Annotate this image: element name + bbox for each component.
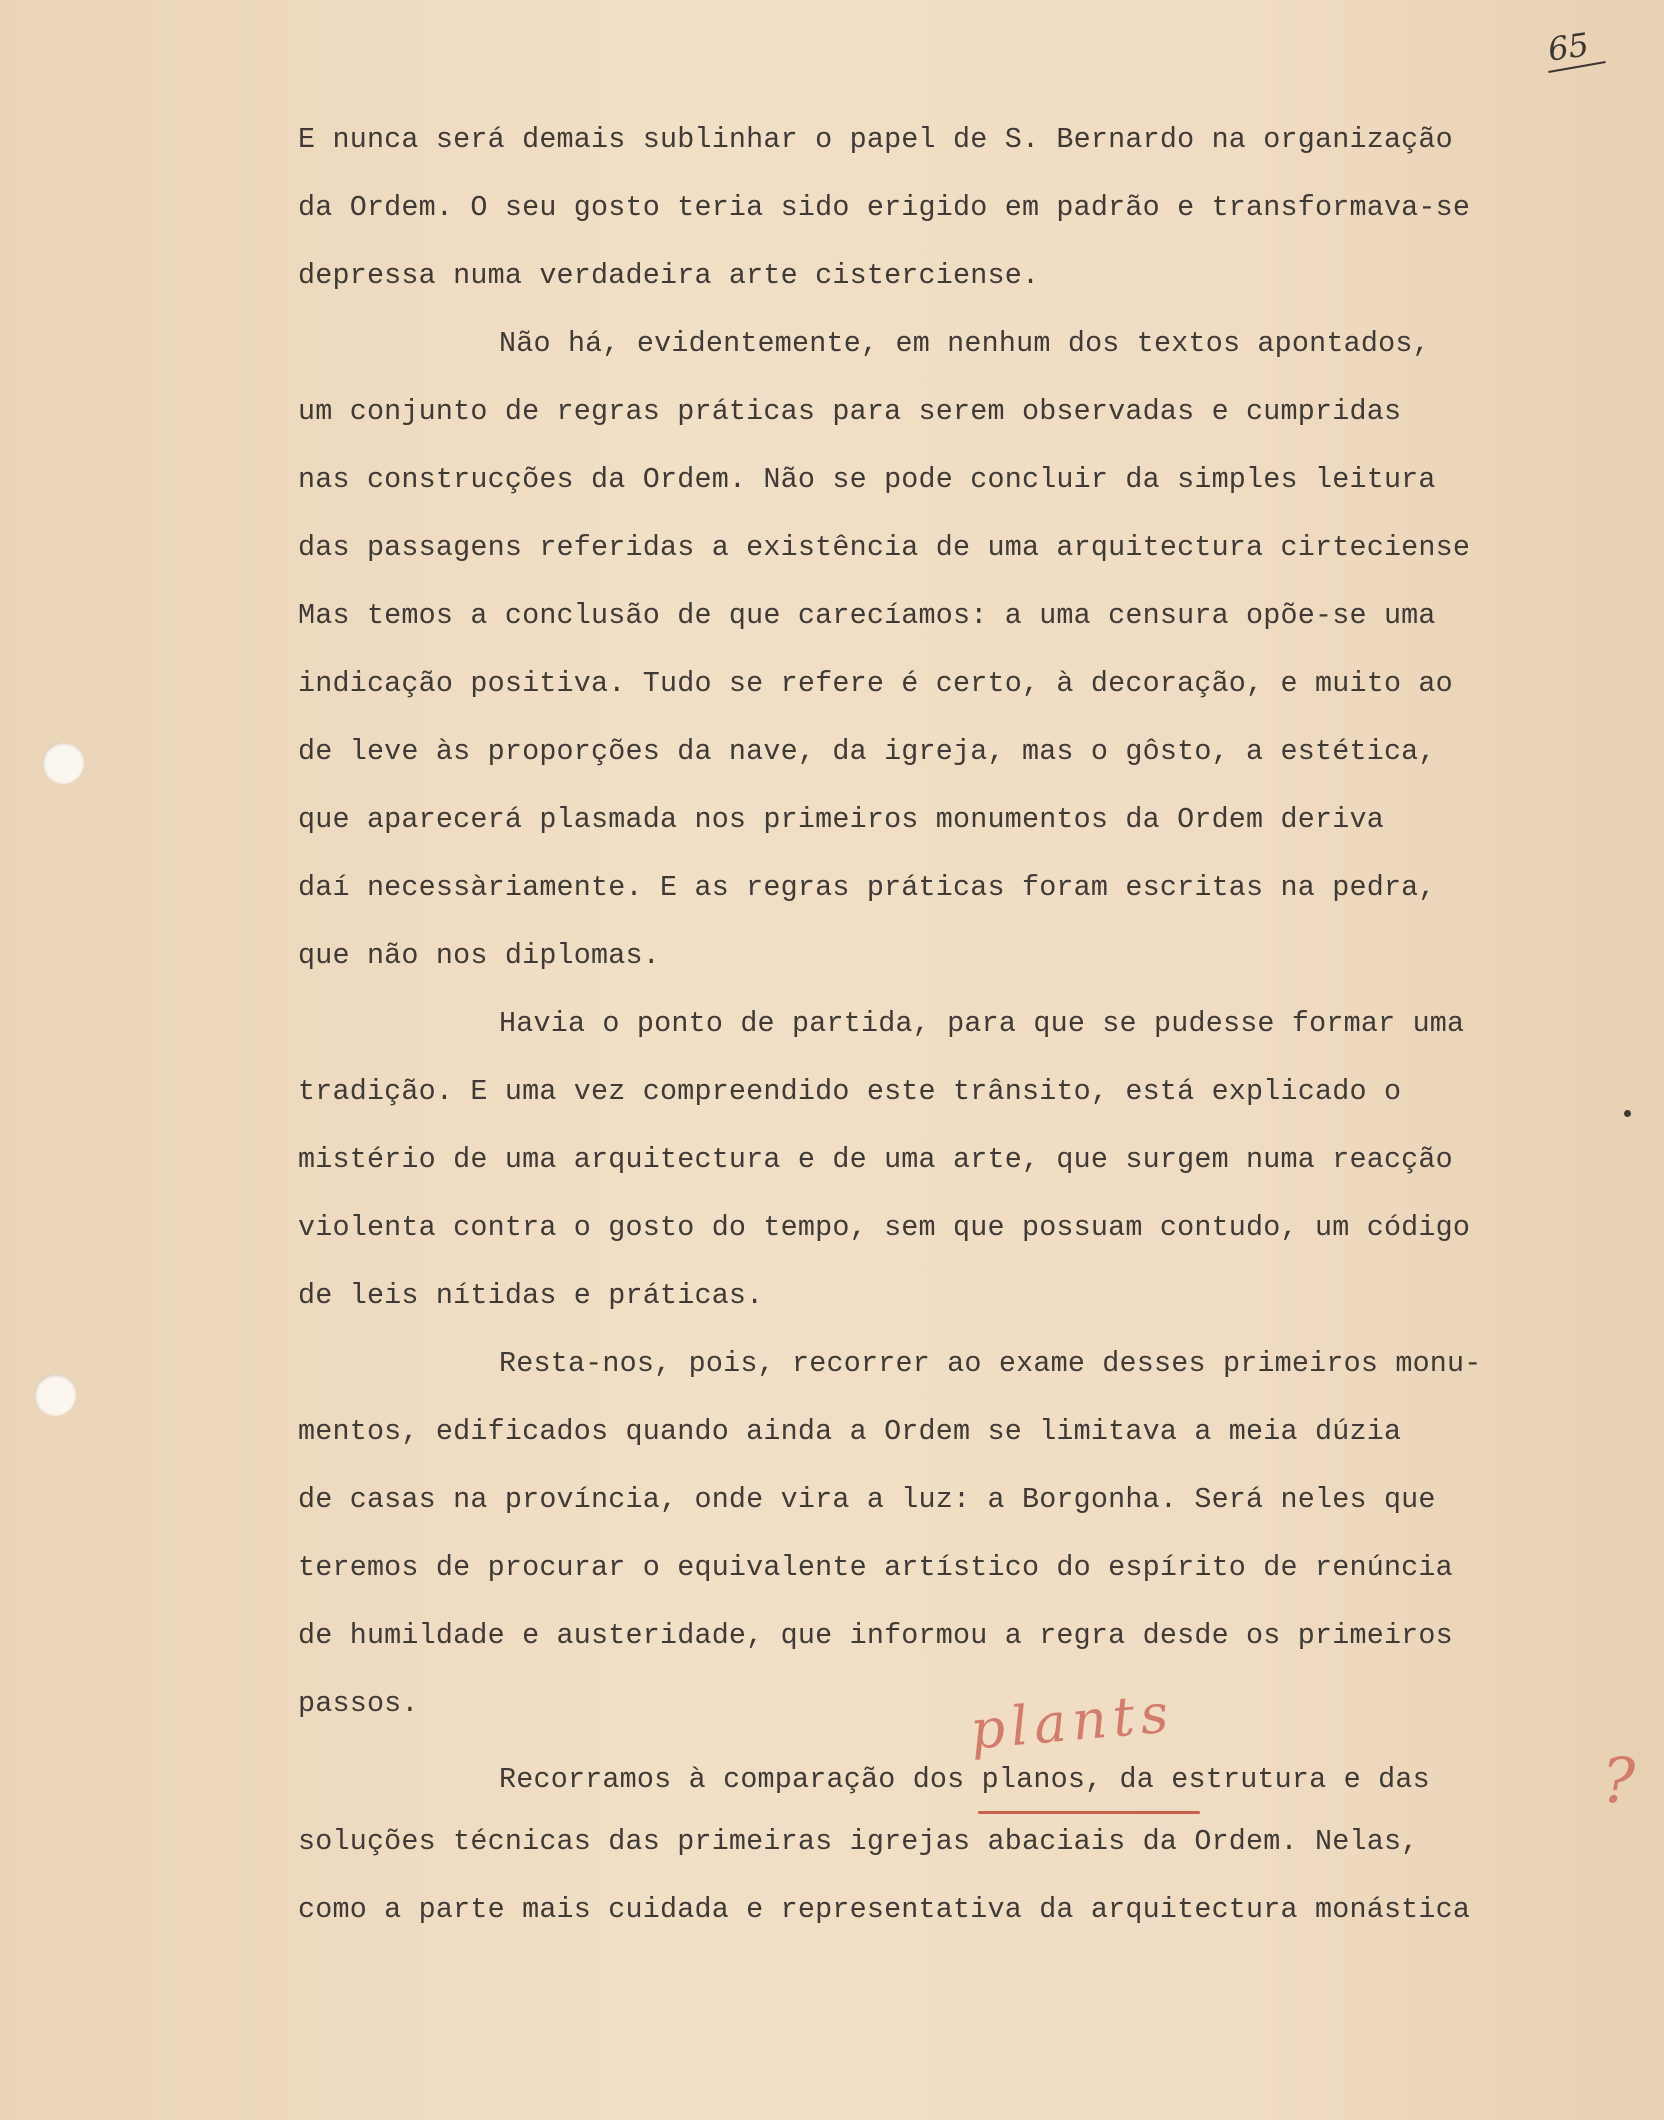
text-line: nas construcções da Ordem. Não se pode concluir da simples leitura xyxy=(298,463,1436,496)
text-line: de casas na província, onde vira a luz: a Borgonha. Será neles que xyxy=(298,1483,1436,1516)
text-line: mentos, edificados quando ainda a Ordem se limitava a meia dúzia xyxy=(298,1415,1402,1448)
text-line: E nunca será demais sublinhar o papel de S. Bernardo na organização xyxy=(298,123,1453,156)
text-line: da Ordem. O seu gosto teria sido erigido em padrão e transformava-se xyxy=(298,191,1471,224)
text-line: Não há, evidentemente, em nenhum dos textos apontados, xyxy=(499,327,1430,360)
text-line: daí necessàriamente. E as regras práticas foram escritas na pedra, xyxy=(298,871,1436,904)
text-line: de leis nítidas e práticas. xyxy=(298,1279,764,1312)
punch-hole xyxy=(42,742,84,784)
text-line: de leve às proporções da nave, da igreja, mas o gôsto, a estética, xyxy=(298,735,1436,768)
text-line: como a parte mais cuidada e representativa da arquitectura monástica xyxy=(298,1893,1471,1926)
text-line: Mas temos a conclusão de que carecíamos: a uma censura opõe-se uma xyxy=(298,599,1436,632)
page-number: 65 xyxy=(1545,25,1592,69)
text-line: Havia o ponto de partida, para que se pudesse formar uma xyxy=(499,1007,1465,1040)
text-line: depressa numa verdadeira arte cisterciense. xyxy=(298,259,1040,292)
text-line: que não nos diplomas. xyxy=(298,939,660,972)
text-line: indicação positiva. Tudo se refere é certo, à decoração, e muito ao xyxy=(298,667,1453,700)
text-line: soluções técnicas das primeiras igrejas abaciais da Ordem. Nelas, xyxy=(298,1825,1419,1858)
text-line: Recorramos à comparação dos planos, da estrutura e das xyxy=(499,1763,1430,1796)
text-line: mistério de uma arquitectura e de uma arte, que surgem numa reacção xyxy=(298,1143,1453,1176)
text-line: das passagens referidas a existência de uma arquitectura cirteciense xyxy=(298,531,1471,564)
text-line: que aparecerá plasmada nos primeiros monumentos da Ordem deriva xyxy=(298,803,1384,836)
margin-question-mark: ? xyxy=(1602,1744,1636,1817)
punch-hole xyxy=(34,1374,76,1416)
text-line: tradição. E uma vez compreendido este trânsito, está explicado o xyxy=(298,1075,1402,1108)
text-line: passos. xyxy=(298,1687,419,1720)
text-line: de humildade e austeridade, que informou a regra desde os primeiros xyxy=(298,1619,1453,1652)
annotation-underline xyxy=(978,1811,1200,1814)
text-line: um conjunto de regras práticas para serem observadas e cumpridas xyxy=(298,395,1402,428)
text-line: teremos de procurar o equivalente artístico do espírito de renúncia xyxy=(298,1551,1453,1584)
text-line: Resta-nos, pois, recorrer ao exame desses primeiros monu- xyxy=(499,1347,1482,1380)
handwritten-annotation: plants xyxy=(967,1681,1177,1762)
margin-dot xyxy=(1624,1110,1631,1117)
text-line: violenta contra o gosto do tempo, sem que possuam contudo, um código xyxy=(298,1211,1471,1244)
